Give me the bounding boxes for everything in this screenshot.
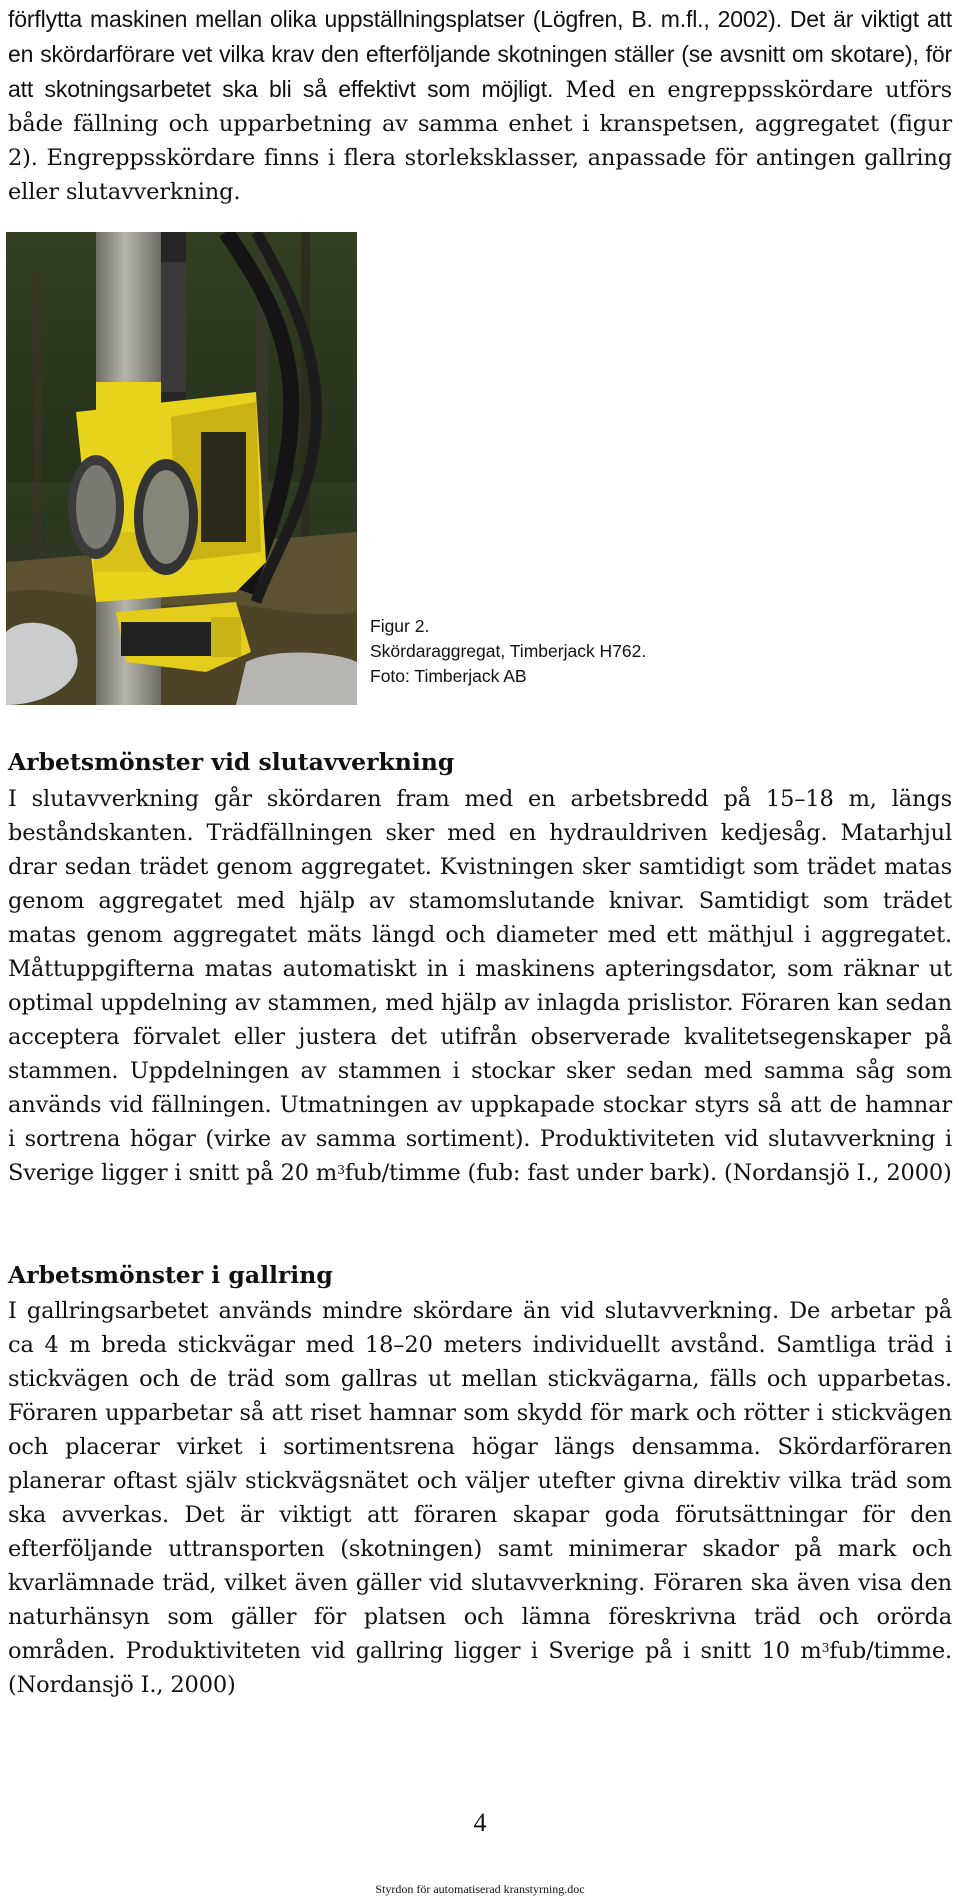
- section-text-thinning-main: I gallringsarbetet används mindre skördare än vid slutavverkning. De arbetar på ca 4 m breda stickvägar med 18–20 meters individuellt avstånd. Samtliga träd i stickvägen och de träd som gallras ut mellan stickvägarna, fälls och upparbetas. Föraren upparbetar så att riset hamnar som skydd för mark och rötter i stickvägen och placerar virket i sortimentsrena högar längs densamma. Skördarföraren planerar oftast själv stickvägsnätet och väljer utefter givna direktiv vilka träd som ska avverkas. Det är viktigt att föraren skapar goda förutsättningar för den efterföljande uttransporten (skotningen) samt minimerar skador på mark och kvarlämnade träd, vilket även gäller vid slutavverkning. Föraren ska även visa den naturhänsyn som gäller för platsen och lämna föreskrivna träd och orörda områden. Produktiviteten vid gallring ligger i Sverige på i snitt 10 m: [8, 1298, 952, 1664]
- figure-caption: [370, 614, 646, 689]
- caption-line-figure: Figur 2.: [370, 616, 430, 636]
- intro-lead-text: förflytta maskinen mellan olika uppställningsplatser (Lögfren, B. m.fl., 2002). Det är viktigt att en skördarförare vet vilka krav den efterföljande skotningen ställer (se avsnitt om skotare), för att skotningsarbetet ska bli så effektivt som möjligt.: [8, 6, 952, 102]
- intro-rest-text: Med en engreppsskördare utförs både fällning och upparbetning av samma enhet i kranspetsen, aggregatet (figur 2). Engreppsskördare finns i flera storleksklasser, anpassade för antingen gallring eller slutavverkning.: [8, 77, 952, 205]
- caption-line-description: Skördaraggregat, Timberjack H762.: [370, 641, 647, 661]
- document-footer: Styrdon för automatiserad kranstyrning.doc: [375, 1882, 585, 1896]
- page-number: 4: [473, 1808, 487, 1837]
- figure-photo: [6, 232, 357, 705]
- section-text-thinning-end: fub/timme. (Nordansjö I., 2000): [8, 1638, 952, 1698]
- section-text-final-felling-end: fub/timme (fub: fast under bark). (Nordansjö I., 2000): [344, 1160, 952, 1186]
- section-heading-thinning: Arbetsmönster i gallring: [8, 1261, 333, 1289]
- section-text-thinning: [8, 1294, 952, 1702]
- section-text-final-felling: [8, 782, 952, 1190]
- caption-line-photo-credit: Foto: Timberjack AB: [370, 666, 527, 686]
- superscript-3: 3: [337, 1163, 345, 1178]
- superscript-3: 3: [821, 1641, 830, 1656]
- harvester-head-photo: [6, 232, 357, 705]
- intro-paragraph: [8, 2, 952, 209]
- section-heading-final-felling: Arbetsmönster vid slutavverkning: [8, 748, 455, 776]
- section-text-final-felling-main: I slutavverkning går skördaren fram med en arbetsbredd på 15–18 m, längs beståndskanten. Trädfällningen sker med en hydrauldriven kedjesåg. Matarhjul drar sedan trädet genom aggregatet. Kvistningen sker samtidigt som trädet matas genom aggregatet med hjälp av stamomslutande knivar. Samtidigt som trädet matas genom aggregatet mäts längd och diameter med ett mäthjul i aggregatet. Måttuppgifterna matas automatiskt in i maskinens apteringsdator, som räknar ut optimal uppdelning av stammen, med hjälp av inlagda prislistor. Föraren kan sedan acceptera förvalet eller justera det utifrån observerade kvalitetsegenskaper på stammen. Uppdelningen av stammen i stockar sker sedan med samma såg som används vid fällningen. Utmatningen av uppkapade stockar styrs så att de hamnar i sortrena högar (virke av samma sortiment). Produktiviteten vid slutavverkning i Sverige ligger i snitt på 20 m: [8, 786, 952, 1186]
